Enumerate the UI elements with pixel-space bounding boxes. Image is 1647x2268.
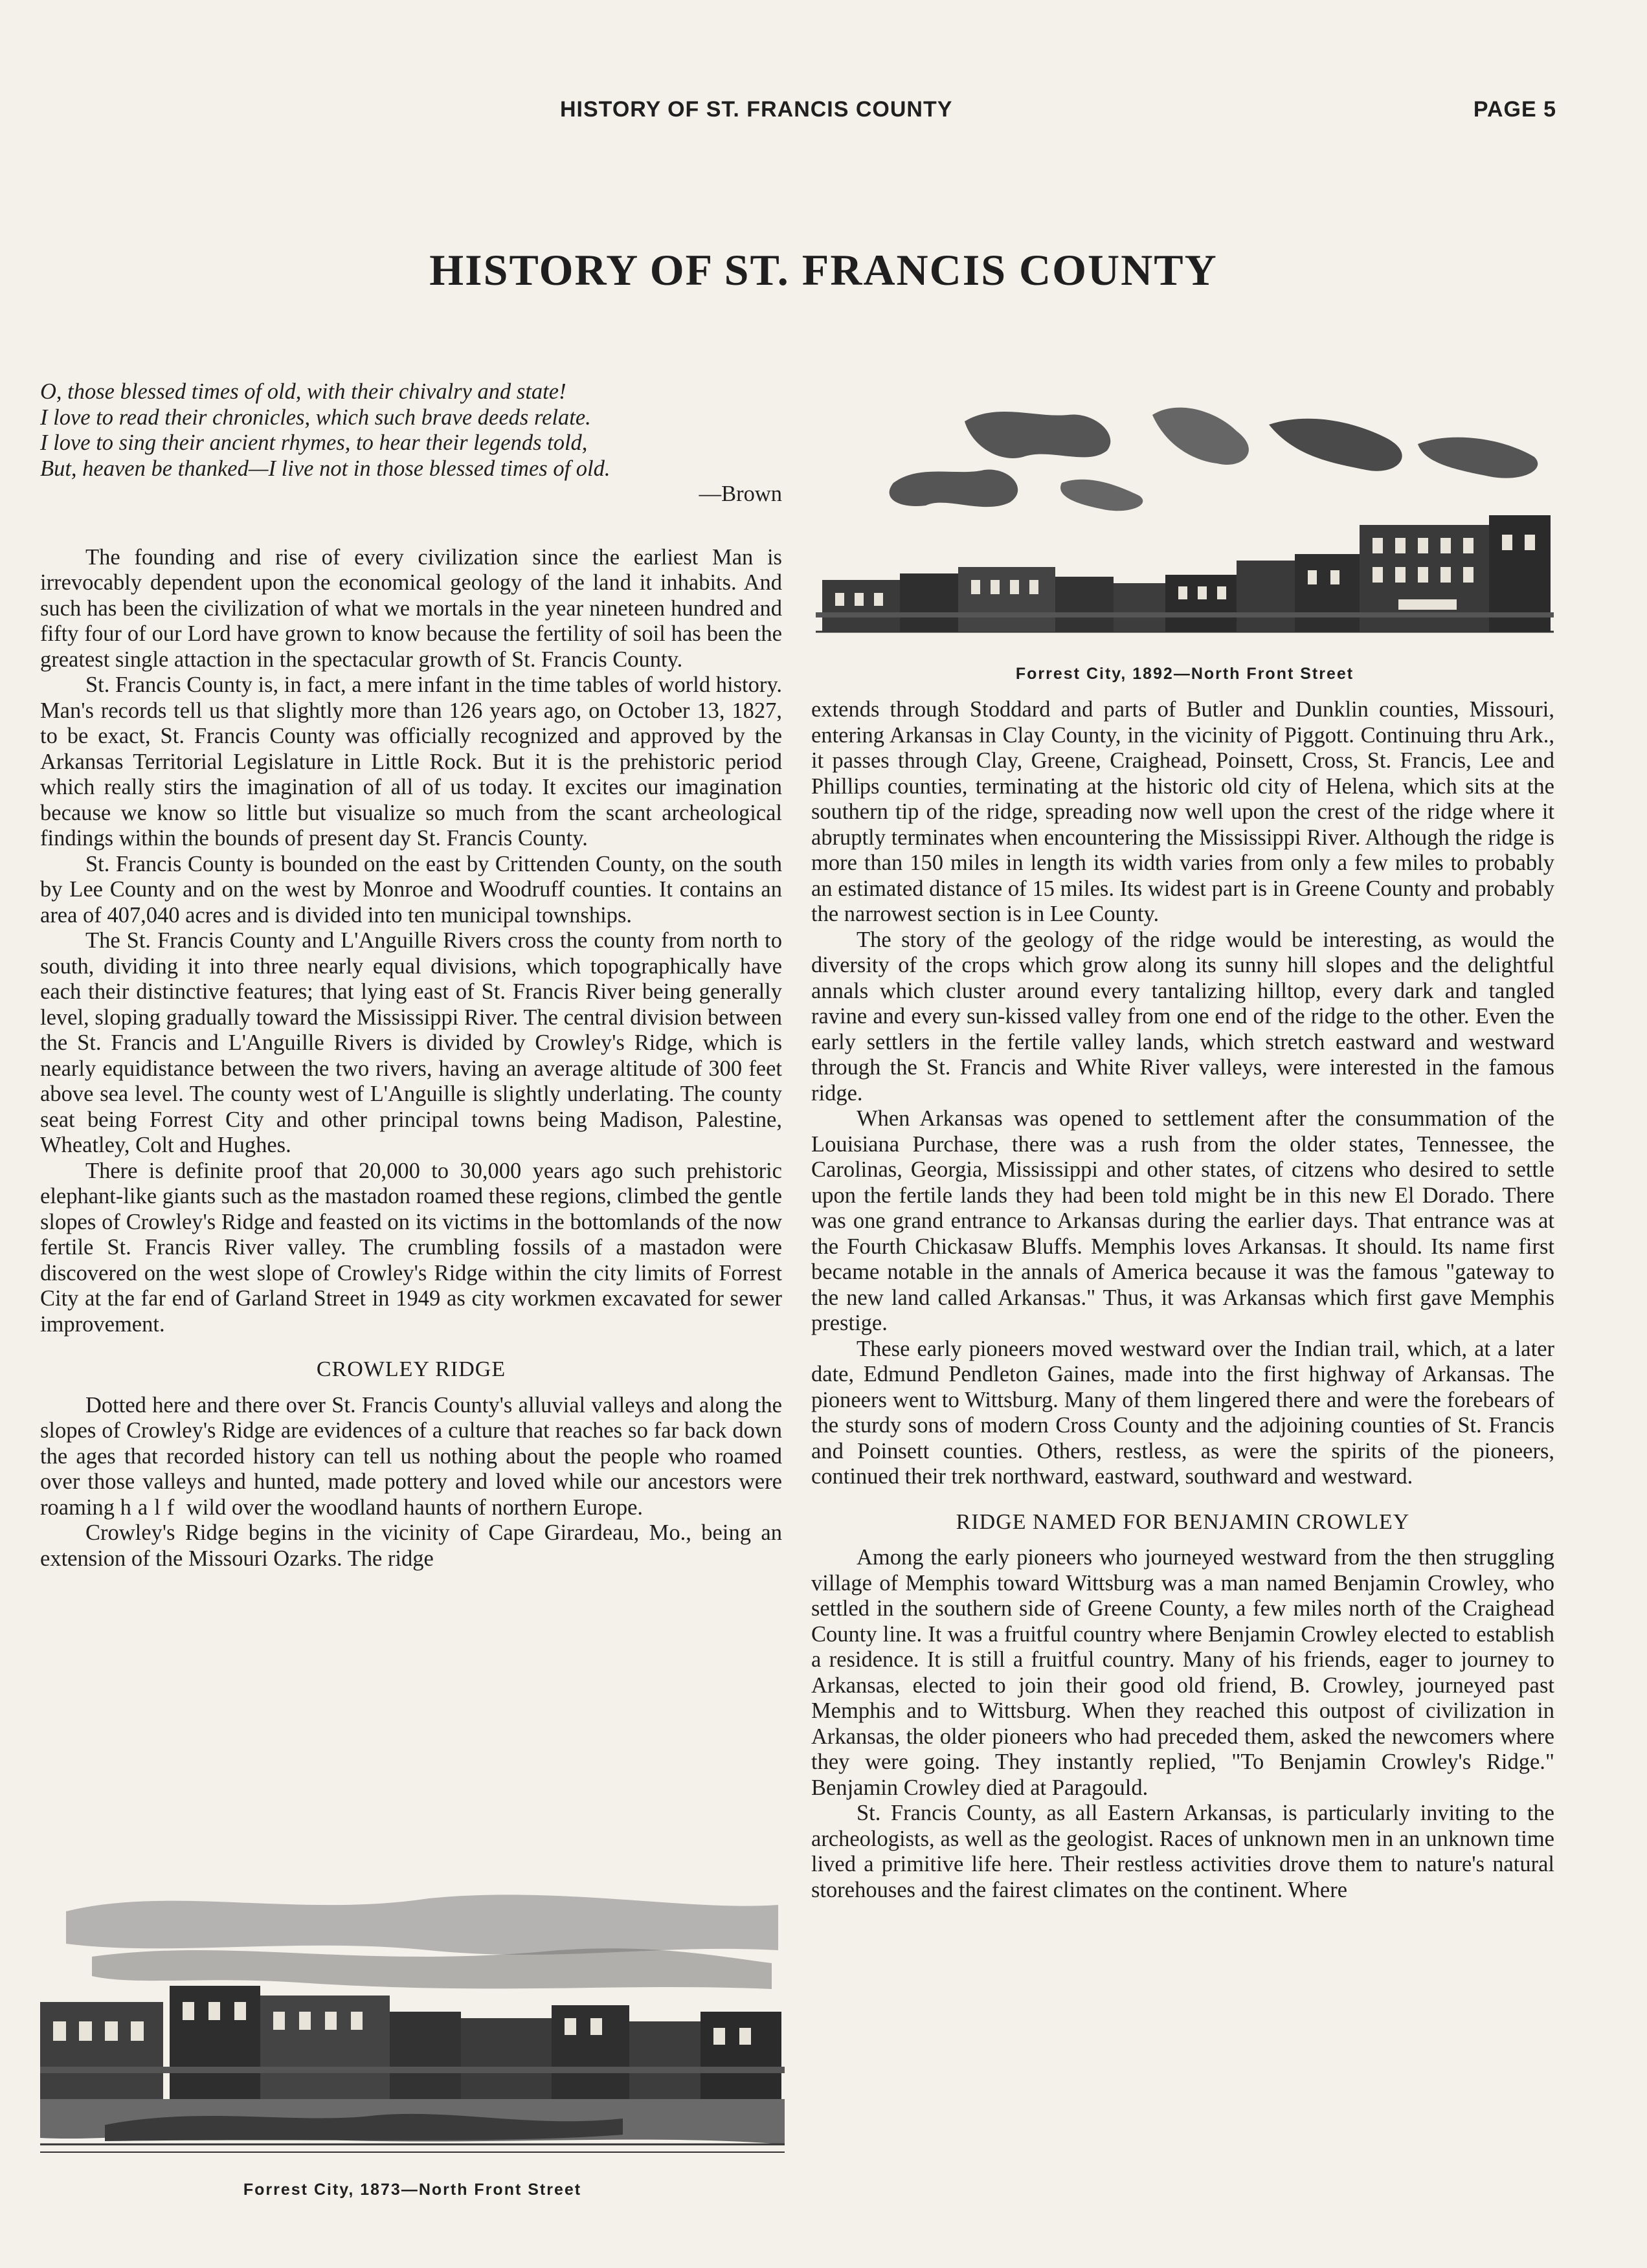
paragraph: The St. Francis County and L'Anguille Rivers cross the county from north to south, dividing it into three nearly equal divisions, which topographically have each their distinctive features; that lying east of St. Francis River being generally level, sloping gradually toward the Mississippi River. The central division between the St. Francis and L'Anguille Rivers is divided by Crowley's Ridge, which is nearly equidistance between the two rivers, having an average altitude of 300 feet above sea level. The county west of L'Anguille is slightly underlating. The county seat being Forrest City and other principal towns being Madison, Palestine, Wheatley, Colt and Hughes. <box>40 928 782 1157</box>
paragraph-text: Dotted here and there over St. Francis County's alluvial valleys and along the slopes of Crowley's Ridge are evidences of a culture that reaches so far back down the ages that recorded history can tell us nothing about the people who roamed over those valleys and hunted, made pottery and loved while our ancestors were roaming <box>40 1392 782 1520</box>
page-title: HISTORY OF ST. FRANCIS COUNTY <box>429 245 1218 295</box>
paragraph: There is definite proof that 20,000 to 30,000 years ago such prehistoric elephant-like giants such as the mastadon roamed these regions, climbed the gentle slopes of Crowley's Ridge and feasted on its victims in the bottomlands of the now fertile St. Francis River valley. The crumbling fossils of a mastadon were discovered on the west slope of Crowley's Ridge within the city limits of Forrest City at the far end of Garland Street in 1949 as city workmen excavated for sewer improvement. <box>40 1158 782 1337</box>
street-illustration-1873 <box>40 1873 785 2164</box>
paragraph: Crowley's Ridge begins in the vicinity of Cape Girardeau, Mo., being an extension of the Missouri Ozarks. The ridge <box>40 1520 782 1571</box>
page-number: PAGE 5 <box>1473 97 1556 122</box>
figure-forrest-city-1892 <box>816 386 1554 684</box>
left-column <box>40 379 782 1572</box>
paragraph: extends through Stoddard and parts of Butler and Dunklin counties, Missouri, entering Arkansas in Clay County, in the vicinity of Piggott. Continuing thru Ark., it passes through Clay, Greene, Craighead, Poinsett, Cross, St. Francis, Lee and Phillips counties, terminating at the historic old city of Helena, which sits at the southern tip of the ridge, spreading now well upon the crest of the ridge where it abruptly terminates when encountering the Mississippi River. Although the ridge is more than 150 miles in length its width varies from only a few miles to probably an estimated distance of 15 miles. Its widest part is in Greene County and probably the narrowest section is in Lee County. <box>811 697 1554 926</box>
paragraph-text: wild over the woodland haunts of northern Europe. <box>186 1495 644 1520</box>
paragraph <box>40 1393 782 1521</box>
paragraph: When Arkansas was opened to settlement after the consummation of the Louisiana Purchase, there was a rush from the older states, Tennessee, the Carolinas, Georgia, Mississippi and other states, of citzens who desired to settle upon the fertile lands they had been told might be in this new El Dorado. There was one grand entrance to Arkansas during the earlier days. That entrance was at the Fourth Chickasaw Bluffs. Memphis loves Arkansas. It should. Its name first became notable in the annals of America because it was the famous "gateway to the new land called Arkansas." Thus, it was Arkansas which first gave Memphis prestige. <box>811 1106 1554 1335</box>
epigraph-poem <box>40 379 782 507</box>
paragraph: Among the early pioneers who journeyed westward from the then struggling village of Memphis toward Wittsburg was a man named Benjamin Crowley, who settled in the southern side of Greene County, a few miles north of the Craighead County line. It was a fruitful country where Benjamin Crowley elected to establish a residence. It is still a fruitful country. Many of his friends, eager to journey to Arkansas, elected to join their good old friend, B. Crowley, journeyed past Memphis and to Wittsburg. When they reached this outpost of civilization in Arkansas, the older pioneers who had preceded them, asked the newcomers where they were going. They instantly replied, "To Benjamin Crowley's Ridge." Benjamin Crowley died at Paragould. <box>811 1545 1554 1800</box>
paragraph: These early pioneers moved westward over the Indian trail, which, at a later date, Edmund Pendleton Gaines, made into the first highway of Arkansas. The pioneers went to Wittsburg. Many of them lingered there and were the forebears of the sturdy sons of modern Cross County and the adjoining counties of St. Francis and Poinsett counties. Others, restless, as were the spirits of the pioneers, continued their trek northward, eastward, southward and westward. <box>811 1336 1554 1489</box>
paragraph: St. Francis County is, in fact, a mere infant in the time tables of world history. Man's records tell us that slightly more than 126 years ago, on October 13, 1827, to be exact, St. Francis County was officially recognized and approved by the Arkansas Territorial Legislature in Little Rock. But it is the prehistoric period which really stirs the imagination of all of us today. It excites our imagination because we know so little but visualize so much from the scant archeological findings within the bounds of present day St. Francis County. <box>40 673 782 850</box>
figure-caption: Forrest City, 1873—North Front Street <box>243 2181 582 2199</box>
section-heading-ridge-named: RIDGE NAMED FOR BENJAMIN CROWLEY <box>956 1509 1410 1534</box>
poem-line: I love to sing their ancient rhymes, to hear their legends told, <box>40 430 588 455</box>
paragraph: The story of the geology of the ridge would be interesting, as would the diversity of the crops which grow along its sunny hill slopes and the delightful annals which cluster around every tantalizing hilltop, every dark and tangled ravine and every sun-kissed valley from one end of the ridge to the other. Even the early settlers in the fertile valley lands, which stretch eastward and westward through the St. Francis and White River valleys, were interested in the famous ridge. <box>811 927 1554 1106</box>
poem-line: But, heaven be thanked—I live not in those blessed times of old. <box>40 456 611 481</box>
figure-caption: Forrest City, 1892—North Front Street <box>1015 665 1354 683</box>
paragraph: St. Francis County is bounded on the east by Crittenden County, on the south by Lee County and on the west by Monroe and Woodruff counties. It contains an area of 407,040 acres and is divided into ten municipal townships. <box>40 851 782 928</box>
poem-attribution: —Brown <box>699 482 782 506</box>
paragraph: St. Francis County, as all Eastern Arkansas, is particularly inviting to the archeologists, as well as the geologist. Races of unknown men in an unknown time lived a primitive life here. Their restless activities drove them to nature's natural storehouses and the fairest climates on the continent. Where <box>811 1801 1554 1902</box>
section-heading-crowley-ridge: CROWLEY RIDGE <box>316 1357 506 1381</box>
street-illustration-1892 <box>816 386 1554 648</box>
paragraph: The founding and rise of every civilization since the earliest Man is irrevocably dependent upon the economical geology of the land it inhabits. And such has been the civilization of what we mortals in the year nineteen hundred and fifty four of our Lord have grown to know because the fertility of soil has been the greatest single attaction in the spectacular growth of St. Francis County. <box>40 544 782 672</box>
running-header <box>39 97 1556 136</box>
right-column <box>811 697 1554 1903</box>
spaced-word: half <box>120 1495 181 1520</box>
running-header-title: HISTORY OF ST. FRANCIS COUNTY <box>560 97 953 122</box>
poem-line: I love to read their chronicles, which such brave deeds relate. <box>40 405 591 430</box>
poem-line: O, those blessed times of old, with their chivalry and state! <box>40 379 566 404</box>
figure-forrest-city-1873 <box>40 1873 785 2199</box>
